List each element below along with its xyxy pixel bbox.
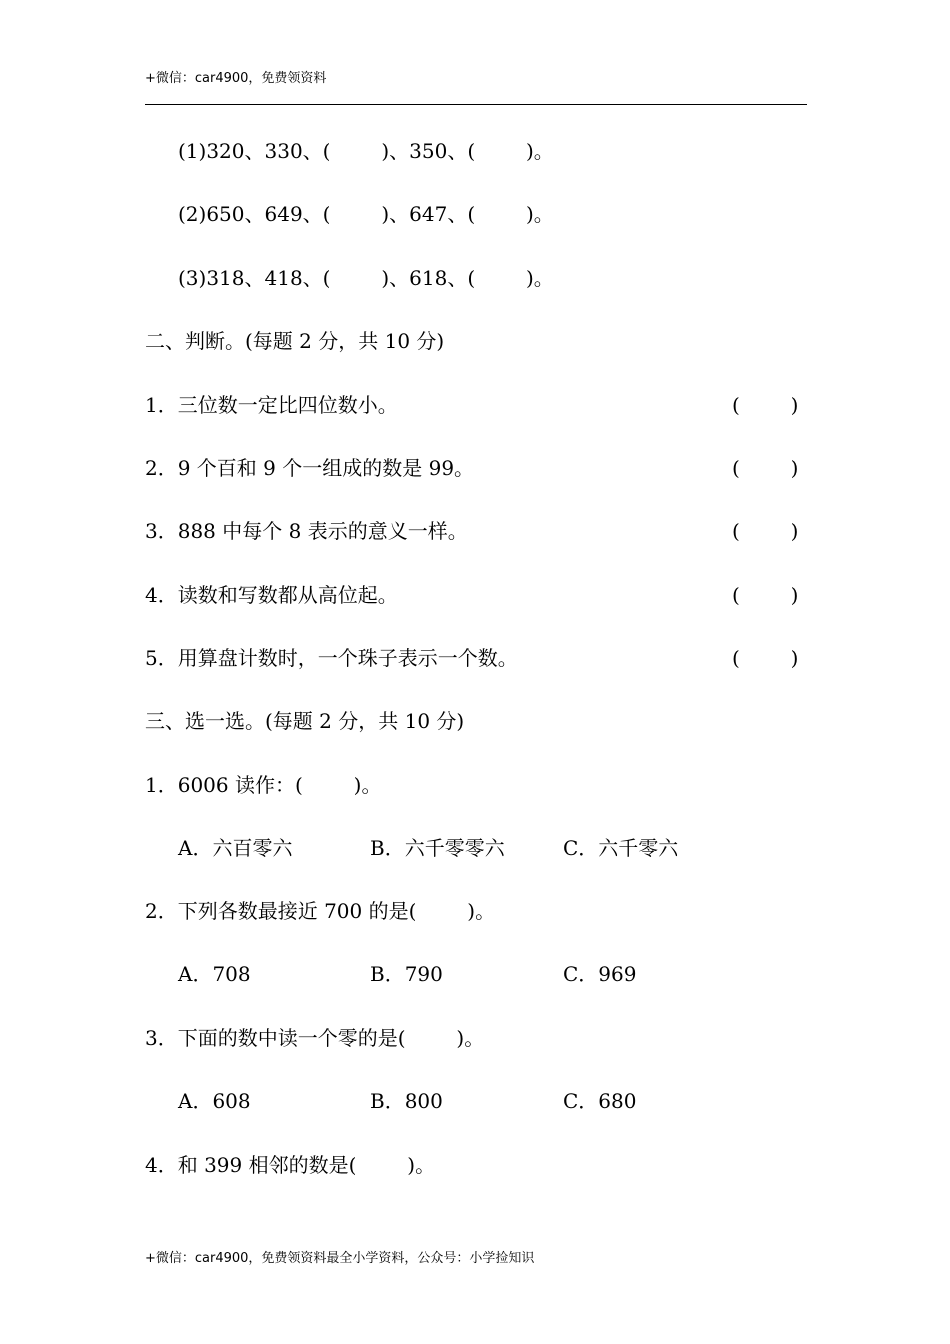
judge-item-1: 1．三位数一定比四位数小。 [145,393,398,417]
sequence-item-1: (1)320、330、( )、350、( )。 [178,139,554,163]
choice-3-option-a: A．608 [178,1089,251,1113]
choice-3-option-b: B．800 [370,1089,443,1113]
judge-item-3: 3．888 中每个 8 表示的意义一样。 [145,519,468,543]
choice-question-3: 3．下面的数中读一个零的是( )。 [145,1026,485,1050]
judge-answer-2: ( ) [732,456,799,480]
judge-item-5: 5．用算盘计数时，一个珠子表示一个数。 [145,646,518,670]
choice-2-option-a: A．708 [178,962,251,986]
choice-1-option-c: C．六千零六 [563,836,679,860]
header-note: +微信：car4900，免费领资料 [145,71,327,86]
choice-3-option-c: C．680 [563,1089,637,1113]
sequence-item-2: (2)650、649、( )、647、( )。 [178,202,554,226]
judge-answer-1: ( ) [732,393,799,417]
header-divider [145,104,807,105]
judge-answer-4: ( ) [732,583,799,607]
sequence-item-3: (3)318、418、( )、618、( )。 [178,266,554,290]
choice-question-4: 4．和 399 相邻的数是( )。 [145,1153,436,1177]
choice-2-option-c: C．969 [563,962,637,986]
judge-answer-3: ( ) [732,519,799,543]
section3-title: 三、选一选。(每题 2 分，共 10 分) [145,709,465,733]
choice-1-option-a: A．六百零六 [178,836,293,860]
footer-note: +微信：car4900，免费领资料最全小学资料，公众号：小学捡知识 [145,1251,535,1266]
choice-2-option-b: B．790 [370,962,443,986]
judge-item-2: 2．9 个百和 9 个一组成的数是 99。 [145,456,475,480]
judge-item-4: 4．读数和写数都从高位起。 [145,583,398,607]
choice-1-option-b: B．六千零零六 [370,836,505,860]
choice-question-2: 2．下列各数最接近 700 的是( )。 [145,899,496,923]
choice-question-1: 1．6006 读作：( )。 [145,773,382,797]
section2-title: 二、判断。(每题 2 分，共 10 分) [145,329,445,353]
judge-answer-5: ( ) [732,646,799,670]
